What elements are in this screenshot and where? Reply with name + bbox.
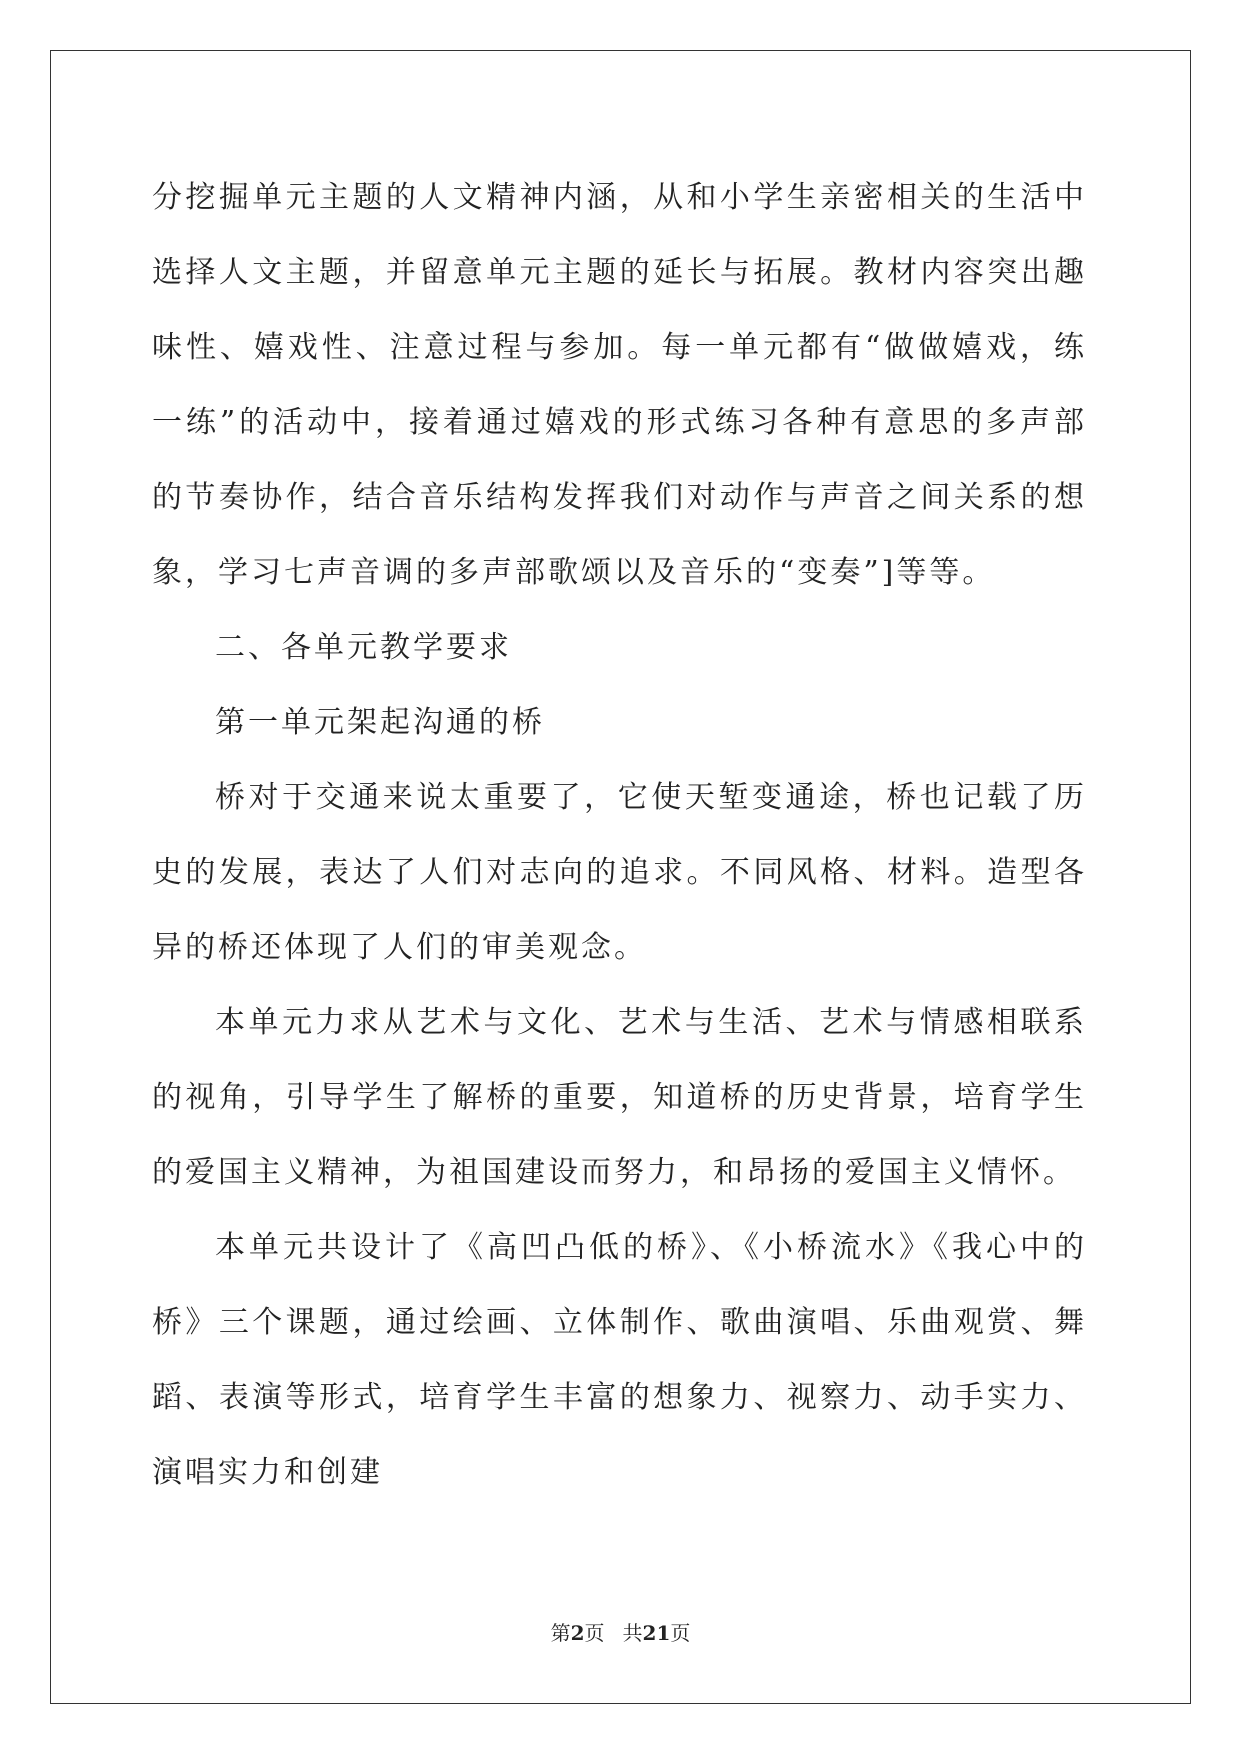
- total-pages-number: 21: [642, 1621, 671, 1645]
- document-body: [152, 160, 1087, 1510]
- current-page-number: 2: [570, 1621, 585, 1645]
- footer-prefix: 第: [550, 1621, 571, 1645]
- footer-page-word: 页: [584, 1621, 605, 1645]
- section-heading: 二、各单元教学要求: [215, 630, 512, 665]
- unit-heading: 第一单元架起沟通的桥: [215, 705, 545, 740]
- paragraph-bridge-importance: 桥对于交通来说太重要了，它使天堑变通途，桥也记载了历史的发展，表达了人们对志向的追求。不同风格、材料。造型各异的桥还体现了人们的审美观念。: [152, 780, 1087, 965]
- paragraph-intro: 分挖掘单元主题的人文精神内涵，从和小学生亲密相关的生活中选择人文主题，并留意单元主题的延长与拓展。教材内容突出趣味性、嬉戏性、注意过程与参加。每一单元都有“做做嬉戏，练一练”的活动中，接着通过嬉戏的形式练习各种有意思的多声部的节奏协作，结合音乐结构发挥我们对动作与声音之间关系的想象，学习七声音调的多声部歌颂以及音乐的“变奏”]等等。: [152, 180, 1087, 590]
- footer-total-prefix: 共: [622, 1621, 643, 1645]
- paragraph-unit-goal: 本单元力求从艺术与文化、艺术与生活、艺术与情感相联系的视角，引导学生了解桥的重要，知道桥的历史背景，培育学生的爱国主义精神，为祖国建设而努力，和昂扬的爱国主义情怀。: [152, 1005, 1087, 1190]
- footer-total-suffix: 页: [670, 1621, 691, 1645]
- paragraph-unit-topics: 本单元共设计了《高凹凸低的桥》、《小桥流水》《我心中的桥》三个课题，通过绘画、立体制作、歌曲演唱、乐曲观赏、舞蹈、表演等形式，培育学生丰富的想象力、视察力、动手实力、演唱实力和创建: [152, 1230, 1087, 1490]
- page-number-footer: [0, 1620, 1241, 1646]
